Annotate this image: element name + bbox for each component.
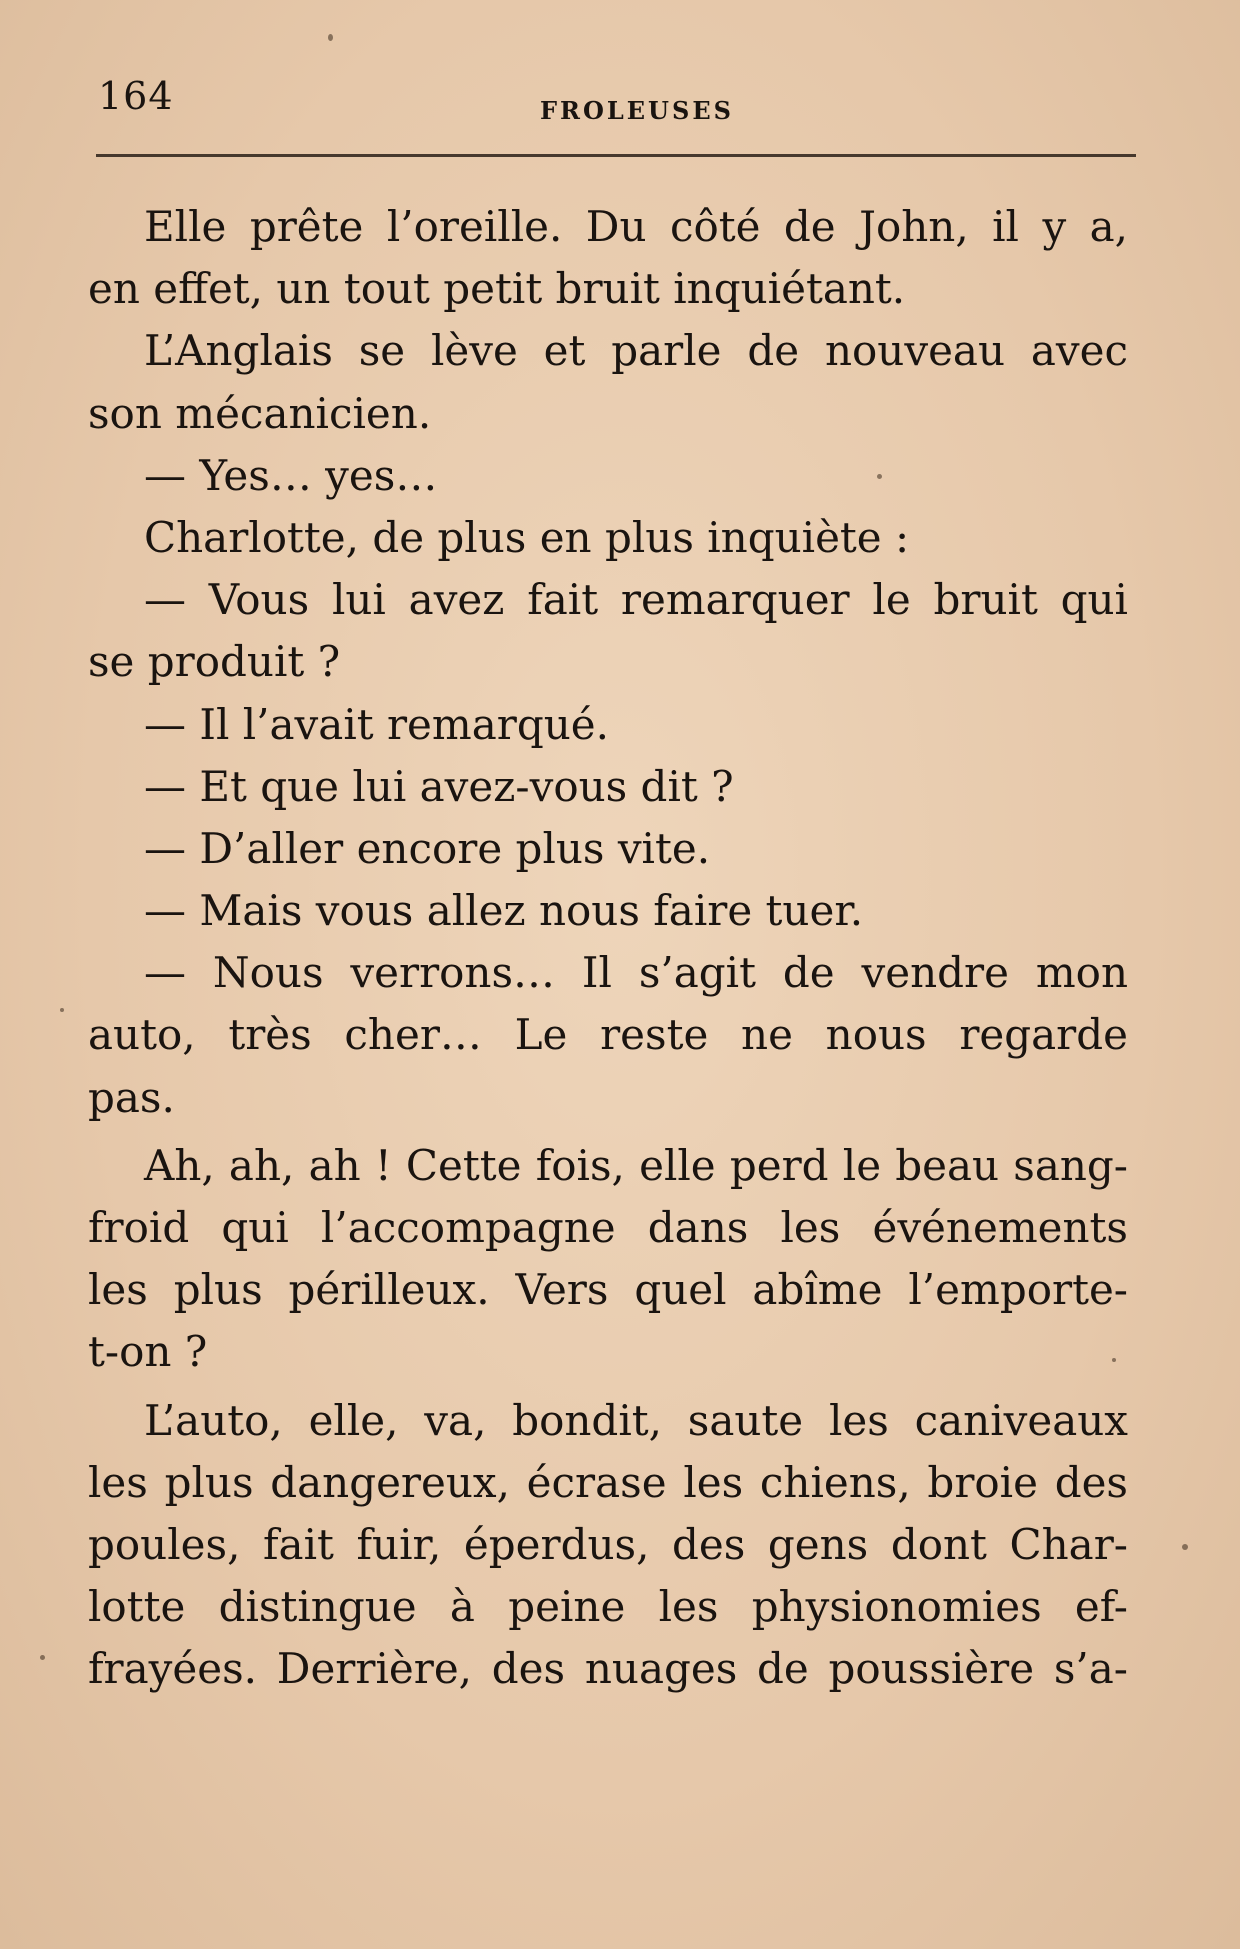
text-line: froid qui l’accompagne dans les événements xyxy=(88,1203,1128,1252)
text-line: — D’aller encore plus vite. xyxy=(144,823,711,873)
header-rule xyxy=(96,154,1136,157)
text-line: — Et que lui avez-vous dit ? xyxy=(144,761,734,811)
running-title: FROLEUSES xyxy=(540,96,734,125)
paper-speck xyxy=(328,34,333,41)
text-line: son mécanicien. xyxy=(88,388,432,438)
paper-speck xyxy=(60,1008,64,1012)
text-line: — Vous lui avez fait remarquer le bruit qui xyxy=(144,575,1128,625)
paper-speck xyxy=(1112,1358,1116,1362)
text-line: les plus périlleux. Vers quel abîme l’emporte- xyxy=(88,1265,1128,1315)
text-line: — Il l’avait remarqué. xyxy=(144,699,609,749)
text-line: les plus dangereux, écrase les chiens, broie des xyxy=(88,1457,1128,1507)
text-line: t-on ? xyxy=(88,1327,208,1377)
paper-speck xyxy=(40,1655,45,1660)
page-number: 164 xyxy=(98,74,174,118)
text-line: se produit ? xyxy=(88,637,341,687)
text-line: Ah, ah, ah ! Cette fois, elle perd le beau sang- xyxy=(144,1140,1128,1190)
text-line: auto, très cher… Le reste ne nous regarde xyxy=(88,1010,1128,1060)
text-line: pas. xyxy=(88,1072,175,1122)
text-line: L’auto, elle, va, bondit, saute les caniveaux xyxy=(144,1395,1128,1445)
text-line: — Yes… yes… xyxy=(144,450,438,500)
paper-speck xyxy=(877,474,882,479)
text-line: lotte distingue à peine les physionomies ef- xyxy=(88,1582,1128,1632)
text-line: poules, fait fuir, éperdus, des gens dont Char- xyxy=(88,1519,1128,1569)
text-line: L’Anglais se lève et parle de nouveau avec xyxy=(144,326,1128,376)
text-line: — Nous verrons… Il s’agit de vendre mon xyxy=(144,948,1128,998)
text-line: frayées. Derrière, des nuages de poussière s’a- xyxy=(88,1644,1128,1694)
body-text xyxy=(88,196,1128,1701)
text-line: Elle prête l’oreille. Du côté de John, il y a, xyxy=(144,202,1128,251)
text-line: en effet, un tout petit bruit inquiétant. xyxy=(88,264,906,314)
paper-speck xyxy=(1182,1544,1188,1550)
text-line: — Mais vous allez nous faire tuer. xyxy=(144,886,864,936)
text-line: Charlotte, de plus en plus inquiète : xyxy=(144,512,910,562)
